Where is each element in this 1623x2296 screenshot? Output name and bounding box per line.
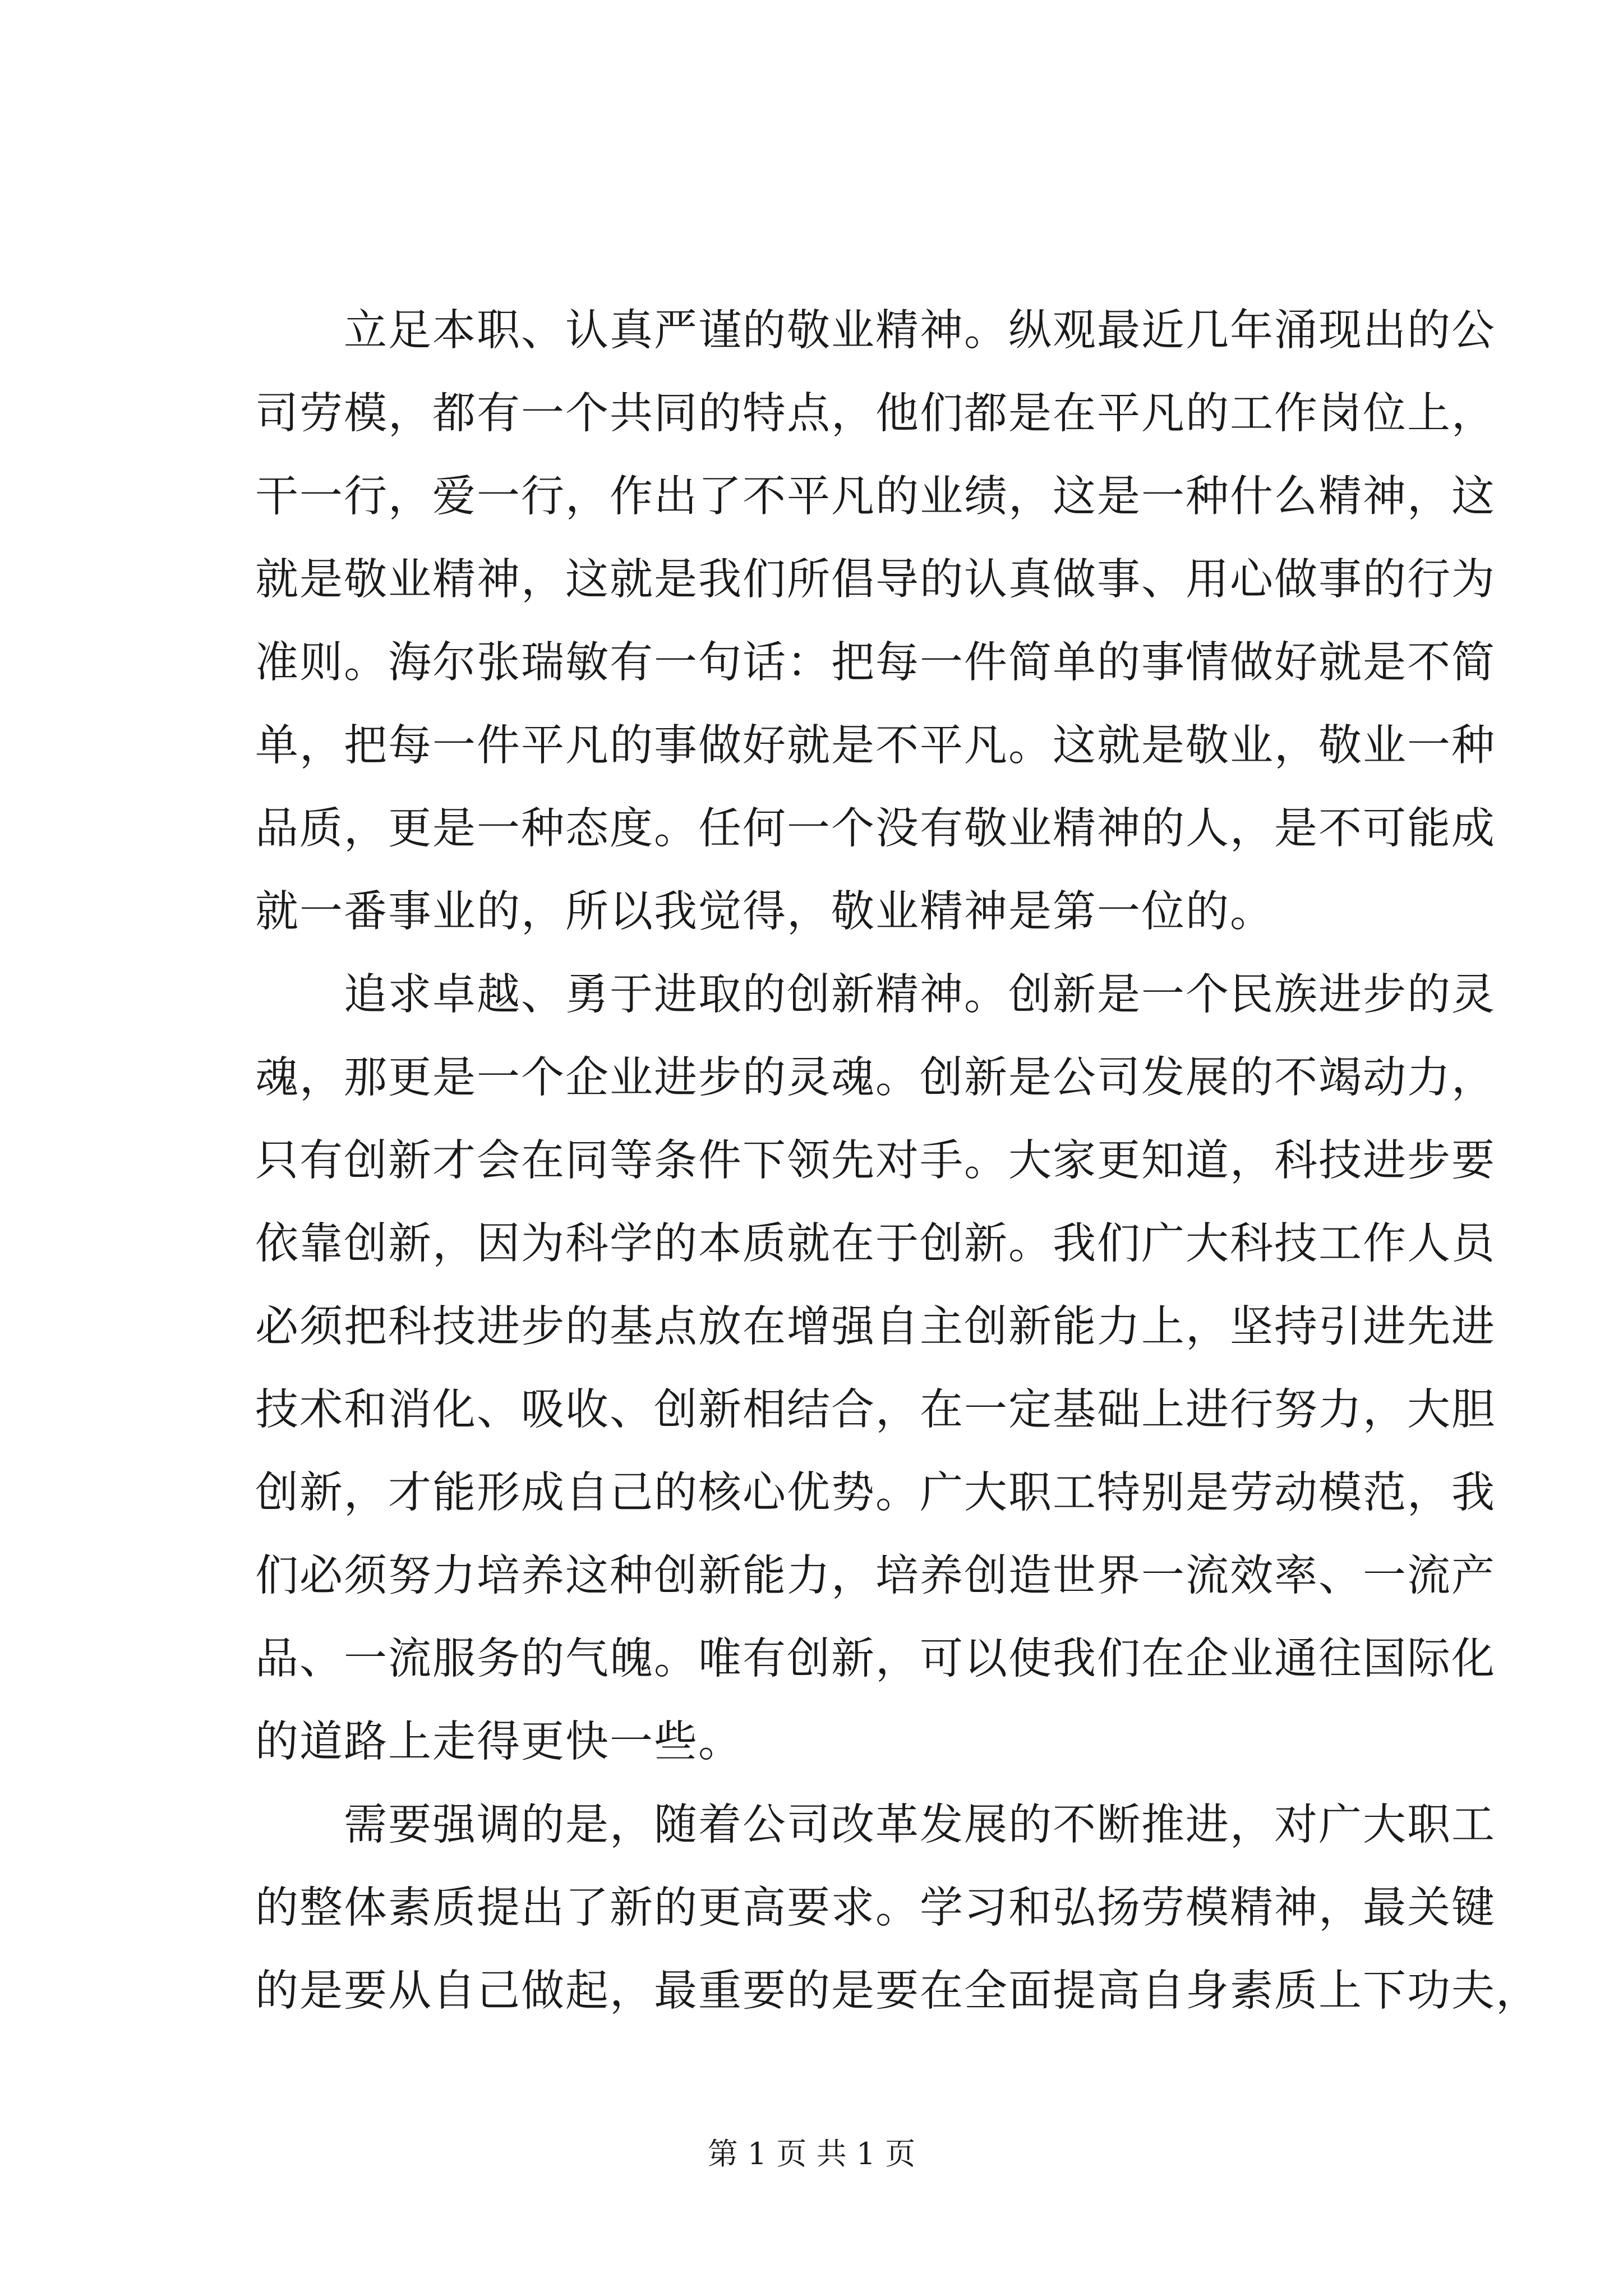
paragraph-1-line-2: 司劳模，都有一个共同的特点，他们都是在平凡的工作岗位上， bbox=[255, 389, 1496, 439]
paragraph-1-line-6: 单，把每一件平凡的事做好就是不平凡。这就是敬业，敬业一种 bbox=[255, 721, 1496, 771]
paragraph-1-line-4: 就是敬业精神，这就是我们所倡导的认真做事、用心做事的行为 bbox=[255, 555, 1496, 605]
paragraph-2-line-6: 技术和消化、吸收、创新相结合，在一定基础上进行努力，大胆 bbox=[255, 1385, 1496, 1435]
paragraph-3-line-3: 的是要从自己做起，最重要的是要在全面提高自身素质上下功夫， bbox=[255, 1966, 1540, 2016]
paragraph-1-line-5: 准则。海尔张瑞敏有一句话：把每一件简单的事情做好就是不简 bbox=[255, 638, 1496, 688]
paragraph-1-line-8: 就一番事业的，所以我觉得，敬业精神是第一位的。 bbox=[255, 887, 1274, 937]
paragraph-2-line-3: 只有创新才会在同等条件下领先对手。大家更知道，科技进步要 bbox=[255, 1136, 1496, 1186]
paragraph-2-line-4: 依靠创新，因为科学的本质就在于创新。我们广大科技工作人员 bbox=[255, 1219, 1496, 1269]
paragraph-2-line-2: 魂，那更是一个企业进步的灵魂。创新是公司发展的不竭动力， bbox=[255, 1053, 1496, 1103]
paragraph-2-line-5: 必须把科技进步的基点放在增强自主创新能力上，坚持引进先进 bbox=[255, 1302, 1496, 1352]
paragraph-1-line-7: 品质，更是一种态度。任何一个没有敬业精神的人，是不可能成 bbox=[255, 804, 1496, 854]
page-number-footer: 第 1 页 共 1 页 bbox=[707, 2136, 916, 2171]
paragraph-1-line-1: 立足本职、认真严谨的敬业精神。纵观最近几年涌现出的公 bbox=[344, 306, 1496, 356]
paragraph-2-line-7: 创新，才能形成自己的核心优势。广大职工特别是劳动模范，我 bbox=[255, 1468, 1496, 1518]
paragraph-2-line-8: 们必须努力培养这种创新能力，培养创造世界一流效率、一流产 bbox=[255, 1551, 1496, 1601]
paragraph-2-line-10: 的道路上走得更快一些。 bbox=[255, 1717, 743, 1767]
paragraph-2-line-9: 品、一流服务的气魄。唯有创新，可以使我们在企业通往国际化 bbox=[255, 1634, 1496, 1684]
paragraph-3-line-2: 的整体素质提出了新的更高要求。学习和弘扬劳模精神，最关键 bbox=[255, 1883, 1496, 1933]
paragraph-3-line-1: 需要强调的是，随着公司改革发展的不断推进，对广大职工 bbox=[344, 1800, 1496, 1850]
paragraph-1-line-3: 干一行，爱一行，作出了不平凡的业绩，这是一种什么精神，这 bbox=[255, 472, 1496, 522]
paragraph-2-line-1: 追求卓越、勇于进取的创新精神。创新是一个民族进步的灵 bbox=[344, 970, 1496, 1020]
